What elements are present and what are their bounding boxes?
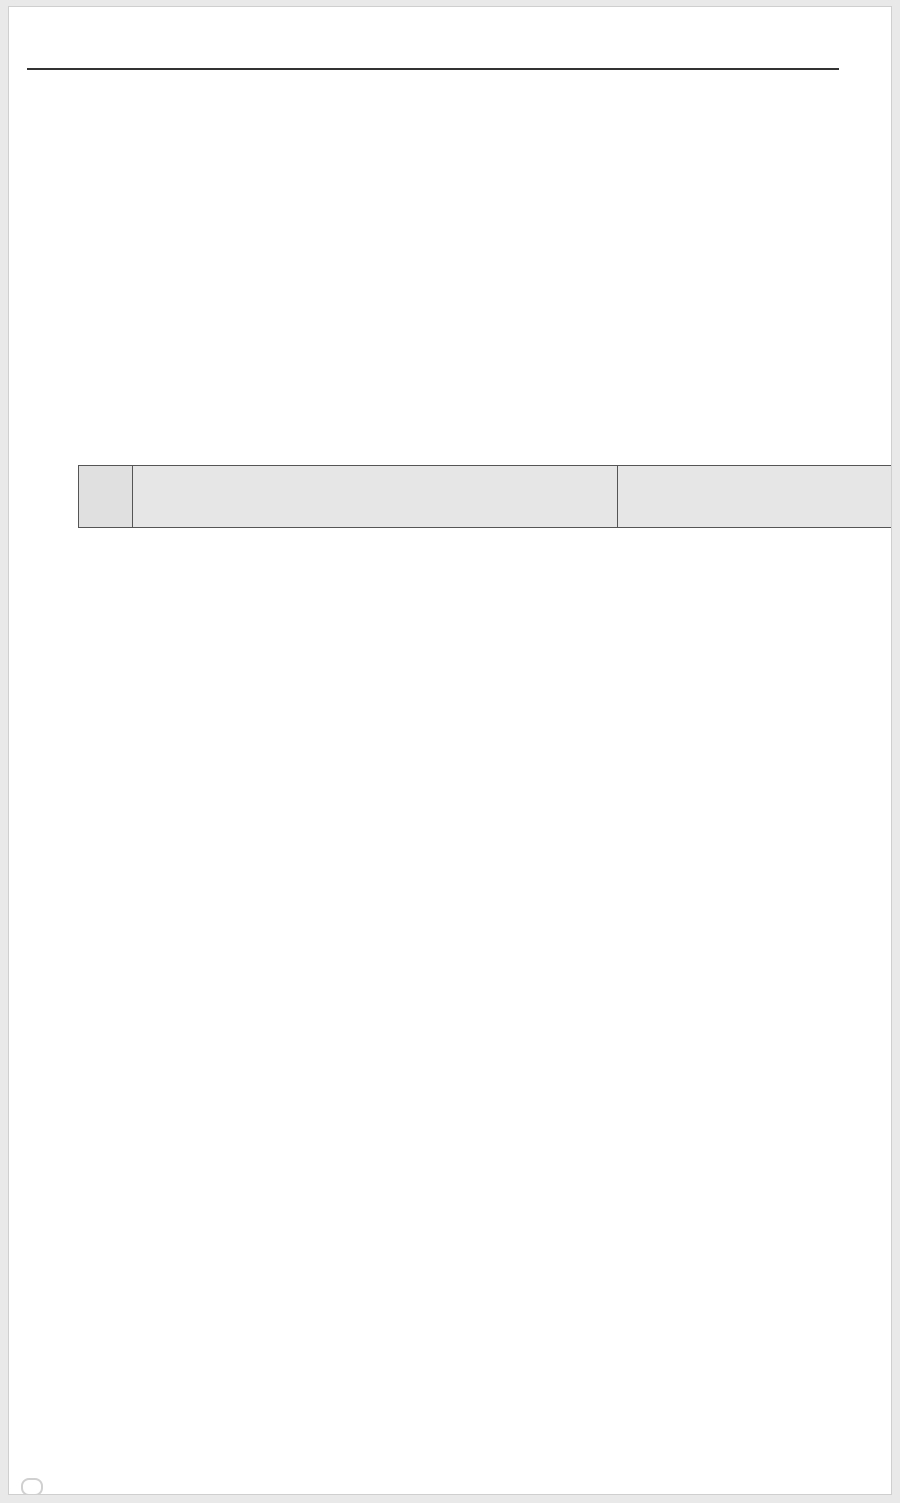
table-header-row (79, 466, 893, 528)
watermark (21, 1476, 49, 1495)
watermark-logo-icon (21, 1478, 43, 1495)
table-corner-cell (79, 466, 133, 528)
header-divider (27, 68, 839, 70)
header-cooperation-form (133, 466, 618, 528)
consolidation-table (78, 465, 892, 528)
document-page (8, 6, 892, 1495)
header-accounting-treatment (618, 466, 893, 528)
